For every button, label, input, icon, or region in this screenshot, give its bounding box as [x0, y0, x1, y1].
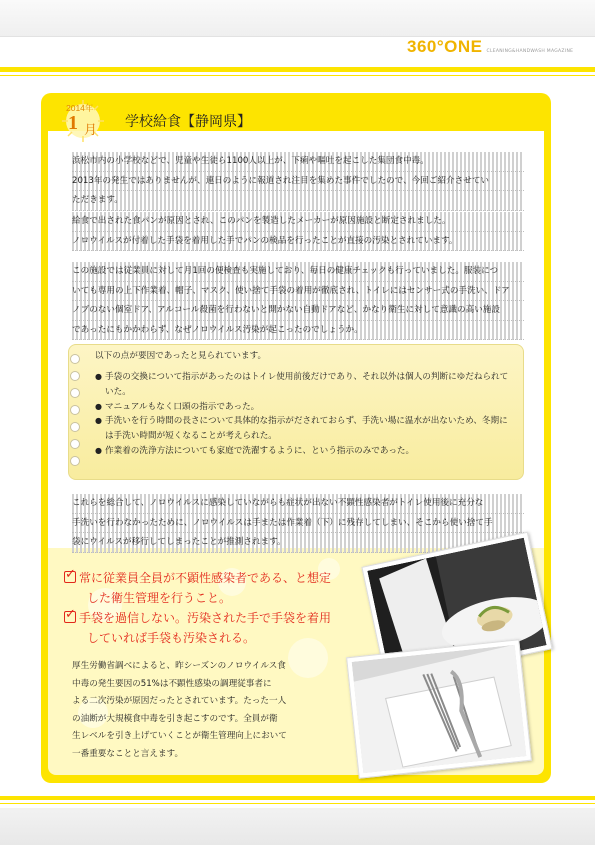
- magazine-logo: [407, 37, 573, 55]
- ring-icon: [70, 456, 80, 466]
- checkmark-icon: ✓: [65, 567, 76, 582]
- ring-icon: [70, 439, 80, 449]
- cutlery-photo: [346, 639, 532, 779]
- list-item: ● 作業着の洗浄方法についても家庭で洗濯するように、という指示のみであった。: [95, 444, 515, 459]
- bottom-rule-thin: [0, 803, 595, 804]
- binder-rings: [70, 354, 82, 473]
- top-band: [0, 0, 595, 37]
- ring-icon: [70, 388, 80, 398]
- causes-list: [95, 370, 515, 459]
- ring-icon: [70, 405, 80, 415]
- causes-heading: 以下の点が要因であったと見られています。: [95, 351, 267, 361]
- bottom-rule-thick: [0, 796, 595, 800]
- date-badge: [62, 100, 104, 142]
- badge-month: 1: [68, 112, 78, 134]
- list-item: ● 手袋の交換について指示があったのはトイレ使用前後だけであり、それ以外は個人の判断にゆだねられていた。: [95, 370, 515, 400]
- top-rule-thin: [0, 75, 595, 76]
- fork-knife-icon: [352, 645, 527, 774]
- logo-mark: 360°ONE: [407, 37, 483, 56]
- badge-year: 2014年: [66, 103, 94, 113]
- bottom-band: [0, 808, 595, 845]
- top-rule-thick: [0, 67, 595, 72]
- key-point: ✓ 手袋を過信しない。汚染された手で手袋を着用 していれば手袋も汚染される。: [65, 607, 332, 645]
- paragraph-3: この施設では従業員に対して月1回の便検査も実施しており、毎日の健康チェックも行っていました。服装につ いても専用の上下作業着、帽子、マスク、使い捨て手袋の着用が徹底され、トイレにはセンサー式の手洗い、ドア ノブのない個室ドア、アルコール殺菌を行わないと開かない自動ドアなど、かなり衛生に対して意識の高い施設 であったにもかかわらず、なぜノロウイルス汚染が起こったのでしょうか。: [72, 262, 524, 340]
- checkmark-icon: ✓: [65, 607, 76, 622]
- list-item: ● 手洗いを行う時間の長さについて具体的な指示がだされておらず、手洗い場に温水が出ないため、冬期には手洗い時間が短くなることが考えられた。: [95, 414, 515, 444]
- article-title: 学校給食【静岡県】: [125, 114, 251, 130]
- summary-text: 厚生労働省調べによると、昨シーズンのノロウイルス食 中毒の発生要因の51%は不顕性感染の調理従事者に よる二次汚染が原因だったとされています。たった一人 の油断が大規模食中毒を引き起こすのです。全員が衛 生レベルを引き上げていくことが衛生管理向上において 一番重要なことと言えます。: [72, 661, 287, 759]
- paragraph-1: 浜松市内の小学校などで、児童や生徒ら1100人以上が、下痢や嘔吐を起こした集団食中毒。 2013年の発生ではありませんが、連日のように報道され注目を集めた事件でしたので、今回ご紹介させてい ただきます。: [72, 152, 524, 211]
- conclusion-paragraph: これらを総合して、ノロウイルスに感染していながらも症状が出ない不顕性感染者がトイレ使用後に充分な 手洗いを行わなかったために、ノロウイルスは手または作業着（下）に残存してしまい、そこから使い捨て手 袋にウイルスが移行してしまったことが推測されます。: [72, 494, 524, 553]
- key-points: [64, 568, 364, 648]
- ring-icon: [70, 354, 80, 364]
- ring-icon: [70, 371, 80, 381]
- badge-month-unit: 月: [84, 123, 98, 138]
- ring-icon: [70, 422, 80, 432]
- paragraph-2: 給食で出された食パンが原因とされ、このパンを製造したメーカーが原因施設と断定されました。 ノロウイルスが付着した手袋を着用した手でパンの検品を行ったことが直接の汚染とされています。: [72, 212, 524, 251]
- list-item: ● マニュアルもなく口頭の指示であった。: [95, 400, 515, 415]
- key-point: ✓ 常に従業員全員が不顕性感染者である、と想定 した衛生管理を行うこと。: [65, 567, 332, 605]
- logo-subtitle: CLEANING&HANDWASH MAGAZINE: [486, 49, 574, 54]
